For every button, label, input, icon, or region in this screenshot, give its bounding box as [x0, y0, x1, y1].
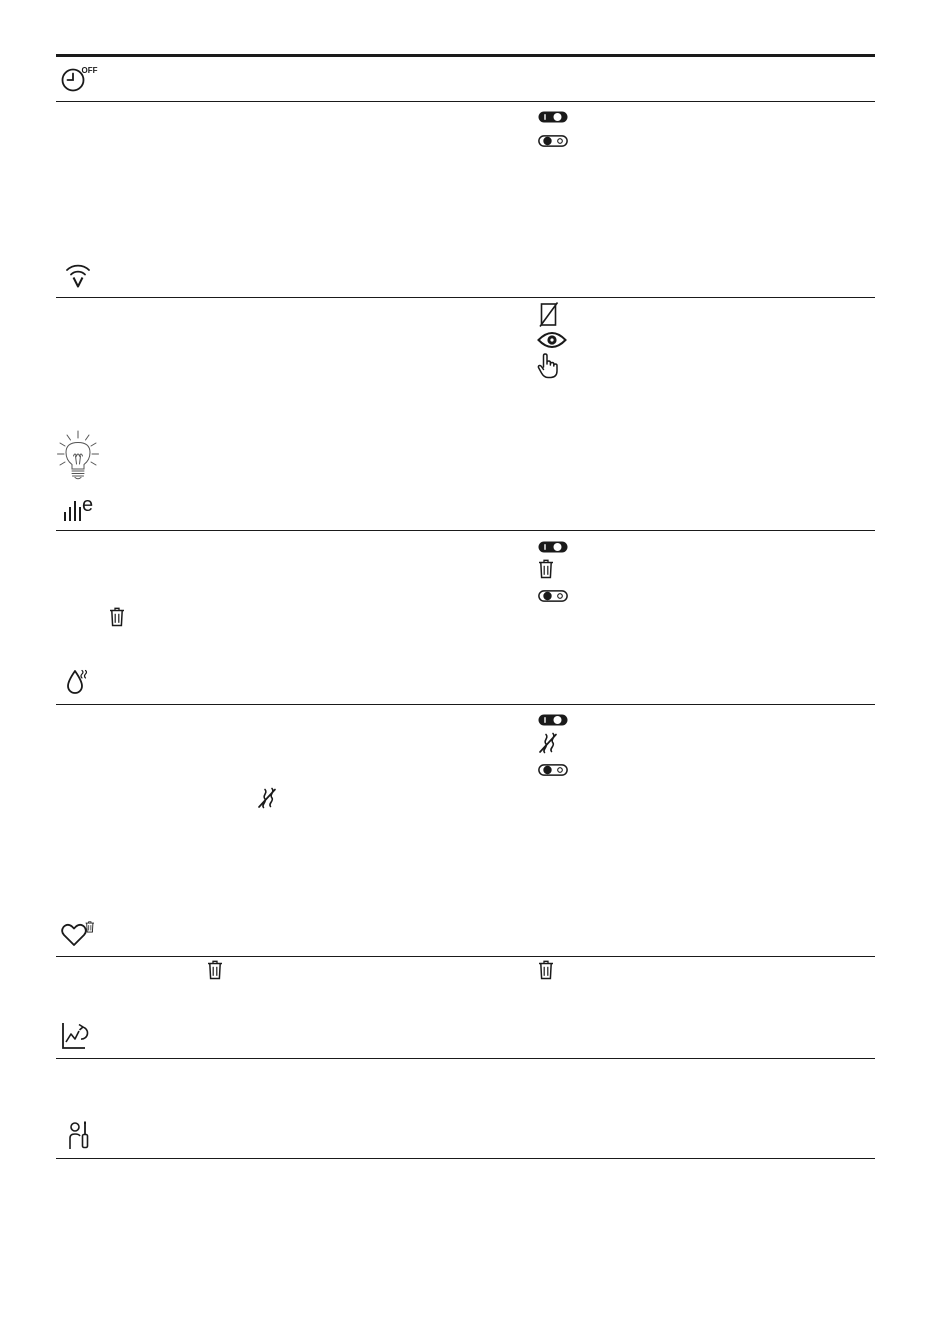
toggle-off-icon [538, 590, 568, 602]
trash-icon [109, 607, 125, 627]
hand-touch-icon [537, 353, 559, 379]
heart-trash-icon [61, 920, 97, 948]
row-divider [56, 530, 875, 531]
light-bulb-icon [55, 429, 103, 481]
descale-drop-icon [64, 668, 92, 696]
graph-reset-icon [61, 1021, 93, 1051]
energy-bars-icon [62, 492, 98, 524]
energy-badge: e [82, 494, 94, 516]
row-divider [56, 956, 875, 957]
toggle-on-icon [538, 541, 568, 553]
row-divider [56, 101, 875, 102]
row-divider [56, 297, 875, 298]
row-divider [56, 704, 875, 705]
eye-icon [537, 331, 567, 349]
steam-off-icon [537, 732, 559, 754]
wifi-remote-icon [64, 262, 92, 290]
toggle-on-icon [538, 714, 568, 726]
steam-off-icon [256, 787, 278, 809]
service-tools-icon [64, 1120, 94, 1152]
table-top-rule [56, 54, 875, 57]
toggle-off-icon [538, 135, 568, 147]
timer-off-icon [60, 64, 100, 94]
trash-icon [538, 559, 554, 579]
toggle-off-icon [538, 764, 568, 776]
trash-icon [538, 960, 554, 980]
row-divider [56, 1058, 875, 1059]
no-phone-icon [539, 302, 559, 328]
toggle-on-icon [538, 111, 568, 123]
timer-off-badge: OFF [81, 66, 98, 75]
table-bottom-rule [56, 1158, 875, 1159]
trash-icon [207, 960, 223, 980]
